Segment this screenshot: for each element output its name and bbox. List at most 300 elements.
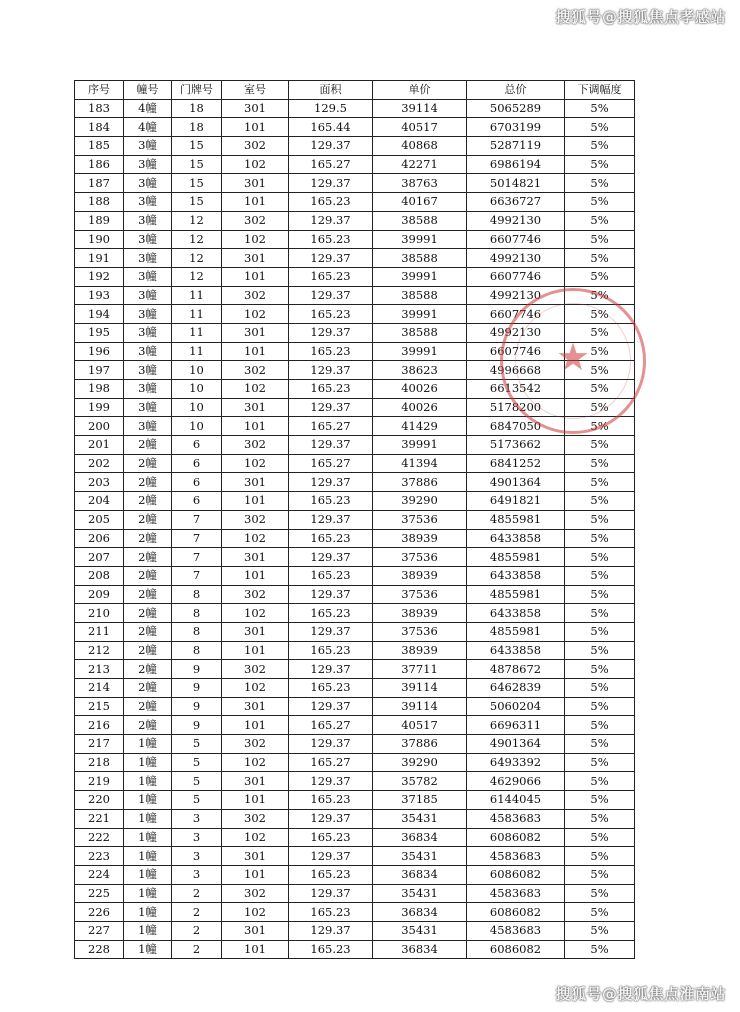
building-cell: 3幢 (124, 230, 172, 249)
total-price-cell: 4855981 (467, 548, 565, 567)
building-cell: 2幢 (124, 622, 172, 641)
discount-cell: 5% (565, 361, 635, 380)
total-price-cell: 4583683 (467, 921, 565, 940)
table-row (75, 865, 635, 884)
unit-price-cell: 36834 (373, 940, 467, 959)
seq-cell: 228 (75, 940, 124, 959)
discount-cell: 5% (565, 249, 635, 268)
area-cell: 165.23 (289, 679, 373, 698)
area-cell: 165.27 (289, 417, 373, 436)
building-cell: 1幢 (124, 940, 172, 959)
discount-cell: 5% (565, 772, 635, 791)
table-row (75, 286, 635, 305)
seq-cell: 192 (75, 267, 124, 286)
door-cell: 11 (172, 286, 222, 305)
table-row (75, 492, 635, 511)
unit-price-cell: 38939 (373, 566, 467, 585)
unit-price-cell: 39114 (373, 99, 467, 118)
discount-cell: 5% (565, 566, 635, 585)
seq-cell: 223 (75, 847, 124, 866)
building-cell: 2幢 (124, 641, 172, 660)
building-cell: 3幢 (124, 417, 172, 436)
building-cell: 2幢 (124, 716, 172, 735)
discount-cell: 5% (565, 716, 635, 735)
total-price-cell: 4992130 (467, 323, 565, 342)
seq-cell: 188 (75, 193, 124, 212)
table-row (75, 398, 635, 417)
discount-cell: 5% (565, 137, 635, 156)
discount-cell: 5% (565, 398, 635, 417)
unit-price-cell: 37886 (373, 735, 467, 754)
room-cell: 301 (222, 697, 289, 716)
table-row (75, 529, 635, 548)
total-price-cell: 4901364 (467, 473, 565, 492)
door-cell: 3 (172, 809, 222, 828)
discount-cell: 5% (565, 809, 635, 828)
total-price-cell: 4992130 (467, 249, 565, 268)
building-cell: 4幢 (124, 99, 172, 118)
area-cell: 129.37 (289, 174, 373, 193)
total-price-cell: 5014821 (467, 174, 565, 193)
room-cell: 301 (222, 622, 289, 641)
area-cell: 165.23 (289, 230, 373, 249)
discount-cell: 5% (565, 436, 635, 455)
unit-price-cell: 38588 (373, 323, 467, 342)
total-price-cell: 6613542 (467, 380, 565, 399)
building-cell: 2幢 (124, 473, 172, 492)
total-price-cell: 4855981 (467, 585, 565, 604)
unit-price-cell: 39991 (373, 436, 467, 455)
table-row (75, 903, 635, 922)
total-price-cell: 6433858 (467, 566, 565, 585)
building-cell: 3幢 (124, 137, 172, 156)
discount-cell: 5% (565, 940, 635, 959)
unit-price-cell: 39290 (373, 753, 467, 772)
seq-cell: 220 (75, 791, 124, 810)
seq-cell: 206 (75, 529, 124, 548)
seq-cell: 219 (75, 772, 124, 791)
room-cell: 102 (222, 529, 289, 548)
room-cell: 102 (222, 604, 289, 623)
building-cell: 2幢 (124, 679, 172, 698)
area-cell: 129.37 (289, 361, 373, 380)
room-cell: 302 (222, 211, 289, 230)
total-price-cell: 4855981 (467, 510, 565, 529)
total-price-cell: 6433858 (467, 641, 565, 660)
room-cell: 102 (222, 828, 289, 847)
table-row (75, 137, 635, 156)
area-cell: 129.37 (289, 921, 373, 940)
building-cell: 2幢 (124, 548, 172, 567)
door-cell: 12 (172, 230, 222, 249)
unit-price-cell: 37886 (373, 473, 467, 492)
seq-cell: 225 (75, 884, 124, 903)
area-cell: 165.23 (289, 641, 373, 660)
area-cell: 165.27 (289, 454, 373, 473)
table-row (75, 660, 635, 679)
building-cell: 3幢 (124, 361, 172, 380)
total-price-cell: 6462839 (467, 679, 565, 698)
seq-cell: 184 (75, 118, 124, 137)
seq-cell: 187 (75, 174, 124, 193)
room-cell: 302 (222, 286, 289, 305)
room-cell: 301 (222, 174, 289, 193)
room-cell: 101 (222, 940, 289, 959)
seq-cell: 208 (75, 566, 124, 585)
discount-cell: 5% (565, 305, 635, 324)
area-cell: 129.37 (289, 323, 373, 342)
room-cell: 101 (222, 566, 289, 585)
building-cell: 3幢 (124, 398, 172, 417)
area-cell: 129.37 (289, 697, 373, 716)
discount-cell: 5% (565, 454, 635, 473)
discount-cell: 5% (565, 510, 635, 529)
seq-cell: 226 (75, 903, 124, 922)
room-cell: 101 (222, 492, 289, 511)
table-row (75, 417, 635, 436)
table-row (75, 622, 635, 641)
discount-cell: 5% (565, 660, 635, 679)
room-cell: 301 (222, 249, 289, 268)
price-table (74, 80, 635, 959)
unit-price-cell: 35431 (373, 884, 467, 903)
total-price-cell: 4583683 (467, 809, 565, 828)
room-cell: 102 (222, 380, 289, 399)
discount-cell: 5% (565, 697, 635, 716)
room-cell: 101 (222, 716, 289, 735)
unit-price-cell: 37536 (373, 510, 467, 529)
building-cell: 3幢 (124, 155, 172, 174)
room-cell: 102 (222, 305, 289, 324)
unit-price-cell: 40167 (373, 193, 467, 212)
building-cell: 1幢 (124, 735, 172, 754)
table-row (75, 323, 635, 342)
unit-price-cell: 36834 (373, 828, 467, 847)
table-header-row (75, 81, 635, 100)
unit-price-cell: 38588 (373, 286, 467, 305)
discount-cell: 5% (565, 473, 635, 492)
unit-price-cell: 40026 (373, 380, 467, 399)
unit-price-header: 单价 (373, 81, 467, 100)
room-header: 室号 (222, 81, 289, 100)
total-price-cell: 6841252 (467, 454, 565, 473)
area-cell: 165.27 (289, 716, 373, 735)
door-cell: 6 (172, 473, 222, 492)
total-price-cell: 5060204 (467, 697, 565, 716)
watermark-bottom: 搜狐号@搜狐焦点淮南站 (555, 985, 726, 1003)
table-row (75, 772, 635, 791)
door-cell: 8 (172, 585, 222, 604)
table-row (75, 791, 635, 810)
door-cell: 8 (172, 622, 222, 641)
building-cell: 3幢 (124, 193, 172, 212)
area-cell: 165.23 (289, 193, 373, 212)
building-cell: 1幢 (124, 884, 172, 903)
table-row (75, 473, 635, 492)
total-price-cell: 6986194 (467, 155, 565, 174)
watermark-top: 搜狐号@搜狐焦点孝感站 (555, 8, 726, 26)
unit-price-cell: 38623 (373, 361, 467, 380)
discount-cell: 5% (565, 342, 635, 361)
unit-price-cell: 35431 (373, 809, 467, 828)
door-cell: 9 (172, 660, 222, 679)
door-cell: 2 (172, 940, 222, 959)
seq-cell: 218 (75, 753, 124, 772)
total-price-cell: 6433858 (467, 529, 565, 548)
total-price-cell: 5178200 (467, 398, 565, 417)
seq-cell: 217 (75, 735, 124, 754)
room-cell: 101 (222, 267, 289, 286)
room-cell: 302 (222, 585, 289, 604)
door-cell: 6 (172, 436, 222, 455)
total-price-cell: 4583683 (467, 884, 565, 903)
total-price-cell: 6086082 (467, 903, 565, 922)
table-row (75, 99, 635, 118)
door-cell: 8 (172, 604, 222, 623)
room-cell: 301 (222, 473, 289, 492)
unit-price-cell: 39290 (373, 492, 467, 511)
table-row (75, 267, 635, 286)
unit-price-cell: 40026 (373, 398, 467, 417)
area-cell: 129.37 (289, 772, 373, 791)
table-row (75, 921, 635, 940)
door-cell: 10 (172, 361, 222, 380)
building-cell: 2幢 (124, 585, 172, 604)
table-row (75, 735, 635, 754)
area-cell: 129.5 (289, 99, 373, 118)
area-cell: 165.23 (289, 267, 373, 286)
seq-cell: 210 (75, 604, 124, 623)
unit-price-cell: 40517 (373, 118, 467, 137)
door-cell: 9 (172, 697, 222, 716)
building-cell: 3幢 (124, 380, 172, 399)
building-cell: 3幢 (124, 174, 172, 193)
unit-price-cell: 38939 (373, 604, 467, 623)
discount-cell: 5% (565, 417, 635, 436)
door-cell: 11 (172, 305, 222, 324)
seq-cell: 197 (75, 361, 124, 380)
door-cell: 12 (172, 267, 222, 286)
unit-price-cell: 40868 (373, 137, 467, 156)
door-cell: 18 (172, 118, 222, 137)
table-row (75, 548, 635, 567)
room-cell: 301 (222, 323, 289, 342)
area-cell: 129.37 (289, 473, 373, 492)
area-cell: 165.23 (289, 828, 373, 847)
seq-cell: 201 (75, 436, 124, 455)
discount-cell: 5% (565, 604, 635, 623)
seq-cell: 211 (75, 622, 124, 641)
room-cell: 302 (222, 884, 289, 903)
door-cell: 3 (172, 847, 222, 866)
unit-price-cell: 40517 (373, 716, 467, 735)
room-cell: 101 (222, 193, 289, 212)
area-cell: 165.23 (289, 492, 373, 511)
room-cell: 301 (222, 921, 289, 940)
unit-price-cell: 37536 (373, 622, 467, 641)
area-cell: 129.37 (289, 249, 373, 268)
room-cell: 101 (222, 641, 289, 660)
seq-cell: 198 (75, 380, 124, 399)
unit-price-cell: 37536 (373, 585, 467, 604)
door-cell: 7 (172, 529, 222, 548)
door-cell: 5 (172, 791, 222, 810)
total-price-cell: 4992130 (467, 211, 565, 230)
seq-cell: 203 (75, 473, 124, 492)
total-price-cell: 6491821 (467, 492, 565, 511)
table-row (75, 380, 635, 399)
room-cell: 102 (222, 155, 289, 174)
building-cell: 3幢 (124, 305, 172, 324)
door-cell: 3 (172, 865, 222, 884)
table-row (75, 585, 635, 604)
room-cell: 102 (222, 679, 289, 698)
table-row (75, 510, 635, 529)
discount-cell: 5% (565, 211, 635, 230)
total-price-cell: 6086082 (467, 828, 565, 847)
area-cell: 165.23 (289, 305, 373, 324)
room-cell: 102 (222, 230, 289, 249)
door-cell: 6 (172, 492, 222, 511)
discount-cell: 5% (565, 903, 635, 922)
total-price-header: 总价 (467, 81, 565, 100)
unit-price-cell: 41394 (373, 454, 467, 473)
total-price-cell: 6607746 (467, 230, 565, 249)
discount-cell: 5% (565, 99, 635, 118)
door-cell: 3 (172, 828, 222, 847)
area-cell: 165.44 (289, 118, 373, 137)
room-cell: 301 (222, 398, 289, 417)
room-cell: 102 (222, 753, 289, 772)
discount-cell: 5% (565, 323, 635, 342)
unit-price-cell: 37711 (373, 660, 467, 679)
seq-cell: 221 (75, 809, 124, 828)
table-row (75, 230, 635, 249)
building-cell: 2幢 (124, 510, 172, 529)
building-cell: 2幢 (124, 697, 172, 716)
total-price-cell: 6433858 (467, 604, 565, 623)
table-row (75, 211, 635, 230)
building-cell: 2幢 (124, 604, 172, 623)
unit-price-cell: 39114 (373, 697, 467, 716)
building-cell: 2幢 (124, 492, 172, 511)
door-cell: 2 (172, 884, 222, 903)
area-cell: 129.37 (289, 622, 373, 641)
room-cell: 301 (222, 548, 289, 567)
building-cell: 3幢 (124, 323, 172, 342)
area-cell: 129.37 (289, 847, 373, 866)
door-cell: 15 (172, 193, 222, 212)
seq-cell: 215 (75, 697, 124, 716)
building-cell: 1幢 (124, 921, 172, 940)
table-row (75, 361, 635, 380)
seq-cell: 204 (75, 492, 124, 511)
seq-cell: 194 (75, 305, 124, 324)
room-cell: 301 (222, 99, 289, 118)
room-cell: 302 (222, 137, 289, 156)
seq-cell: 195 (75, 323, 124, 342)
building-cell: 1幢 (124, 809, 172, 828)
seq-header: 序号 (75, 81, 124, 100)
area-cell: 129.37 (289, 735, 373, 754)
door-cell: 10 (172, 417, 222, 436)
seq-cell: 190 (75, 230, 124, 249)
building-header: 幢号 (124, 81, 172, 100)
total-price-cell: 6493392 (467, 753, 565, 772)
table-row (75, 193, 635, 212)
table-row (75, 342, 635, 361)
table-row (75, 174, 635, 193)
room-cell: 101 (222, 791, 289, 810)
door-cell: 5 (172, 772, 222, 791)
seq-cell: 227 (75, 921, 124, 940)
discount-cell: 5% (565, 230, 635, 249)
discount-cell: 5% (565, 548, 635, 567)
seq-cell: 209 (75, 585, 124, 604)
unit-price-cell: 36834 (373, 865, 467, 884)
table-row (75, 604, 635, 623)
door-cell: 10 (172, 398, 222, 417)
seq-cell: 199 (75, 398, 124, 417)
unit-price-cell: 38763 (373, 174, 467, 193)
unit-price-cell: 35431 (373, 921, 467, 940)
door-cell: 2 (172, 903, 222, 922)
building-cell: 1幢 (124, 865, 172, 884)
building-cell: 4幢 (124, 118, 172, 137)
seq-cell: 200 (75, 417, 124, 436)
area-cell: 165.23 (289, 342, 373, 361)
total-price-cell: 4901364 (467, 735, 565, 754)
seq-cell: 202 (75, 454, 124, 473)
total-price-cell: 6696311 (467, 716, 565, 735)
area-cell: 165.23 (289, 791, 373, 810)
building-cell: 3幢 (124, 267, 172, 286)
building-cell: 2幢 (124, 529, 172, 548)
table-row (75, 454, 635, 473)
table-row (75, 641, 635, 660)
room-cell: 302 (222, 361, 289, 380)
area-cell: 165.23 (289, 380, 373, 399)
table-row (75, 436, 635, 455)
room-cell: 302 (222, 436, 289, 455)
total-price-cell: 6607746 (467, 342, 565, 361)
discount-cell: 5% (565, 155, 635, 174)
seq-cell: 205 (75, 510, 124, 529)
room-cell: 302 (222, 735, 289, 754)
door-cell: 5 (172, 753, 222, 772)
table-row (75, 847, 635, 866)
table-row (75, 118, 635, 137)
door-cell: 8 (172, 641, 222, 660)
total-price-cell: 5173662 (467, 436, 565, 455)
seq-cell: 185 (75, 137, 124, 156)
discount-cell: 5% (565, 118, 635, 137)
discount-cell: 5% (565, 529, 635, 548)
area-cell: 129.37 (289, 510, 373, 529)
unit-price-cell: 39991 (373, 230, 467, 249)
door-cell: 2 (172, 921, 222, 940)
building-cell: 1幢 (124, 847, 172, 866)
unit-price-cell: 38588 (373, 211, 467, 230)
unit-price-cell: 38939 (373, 641, 467, 660)
table-row (75, 809, 635, 828)
total-price-cell: 4855981 (467, 622, 565, 641)
room-cell: 102 (222, 903, 289, 922)
table-row (75, 305, 635, 324)
total-price-cell: 6636727 (467, 193, 565, 212)
discount-cell: 5% (565, 791, 635, 810)
total-price-cell: 4996668 (467, 361, 565, 380)
